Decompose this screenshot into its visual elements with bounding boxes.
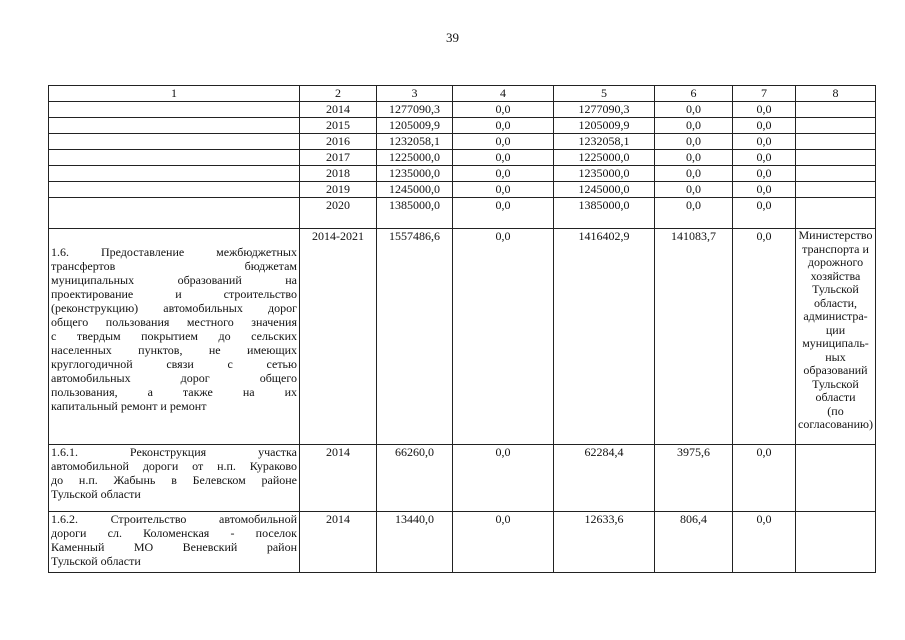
value-cell: 1385000,0 bbox=[554, 198, 655, 229]
item-description bbox=[49, 512, 300, 573]
value-cell: 0,0 bbox=[733, 118, 796, 134]
value-cell: 1235000,0 bbox=[554, 166, 655, 182]
value-cell: 0,0 bbox=[453, 166, 554, 182]
item-cell-empty bbox=[49, 102, 300, 118]
value-cell: 0,0 bbox=[453, 512, 554, 573]
value-cell: 0,0 bbox=[655, 134, 733, 150]
header-cell: 2 bbox=[300, 86, 377, 102]
header-cell: 5 bbox=[554, 86, 655, 102]
value-cell: 0,0 bbox=[655, 150, 733, 166]
value-cell: 0,0 bbox=[655, 118, 733, 134]
responsible-cell-empty bbox=[796, 166, 876, 182]
responsible-line: области bbox=[815, 390, 856, 404]
responsible-cell-empty bbox=[796, 512, 876, 573]
program-table bbox=[48, 85, 876, 573]
year-cell: 2017 bbox=[300, 150, 377, 166]
value-cell: 0,0 bbox=[733, 102, 796, 118]
responsible-line: администра- bbox=[803, 309, 868, 323]
value-cell: 1232058,1 bbox=[554, 134, 655, 150]
table-row bbox=[49, 198, 876, 229]
total-cell: 1232058,1 bbox=[377, 134, 453, 150]
responsible-line: (по bbox=[827, 403, 844, 418]
item-cell-empty bbox=[49, 150, 300, 166]
item-line: с твердым покрытием до сельских bbox=[51, 329, 297, 343]
total-cell: 1385000,0 bbox=[377, 198, 453, 229]
item-line: до н.п. Жабынь в Белевском районе bbox=[51, 473, 297, 487]
value-cell: 0,0 bbox=[733, 198, 796, 229]
value-cell: 806,4 bbox=[655, 512, 733, 573]
year-cell: 2020 bbox=[300, 198, 377, 229]
responsible-line: образований bbox=[803, 363, 868, 377]
total-cell: 1235000,0 bbox=[377, 166, 453, 182]
value-cell: 0,0 bbox=[453, 198, 554, 229]
item-line: 1.6.1. Реконструкция участка bbox=[51, 445, 297, 459]
item-line: общего пользования местного значения bbox=[51, 315, 297, 329]
value-cell: 1245000,0 bbox=[554, 182, 655, 198]
table-row bbox=[49, 134, 876, 150]
header-row bbox=[49, 86, 876, 102]
year-cell: 2015 bbox=[300, 118, 377, 134]
item-line: (реконструкцию) автомобильных дорог bbox=[51, 301, 297, 315]
value-cell: 0,0 bbox=[733, 445, 796, 512]
table-row bbox=[49, 150, 876, 166]
item-cell-empty bbox=[49, 166, 300, 182]
item-line: 1.6.2. Строительство автомобильной bbox=[51, 512, 297, 526]
responsible-line: ции bbox=[825, 322, 846, 337]
value-cell: 0,0 bbox=[453, 118, 554, 134]
responsible-line: дорожного bbox=[807, 255, 864, 269]
item-line: круглогодичной связи с сетью bbox=[51, 357, 297, 371]
value-cell: 0,0 bbox=[655, 182, 733, 198]
responsible-line: хозяйства bbox=[810, 268, 861, 283]
period-cell: 2014-2021 bbox=[300, 229, 377, 445]
total-cell: 1557486,6 bbox=[377, 229, 453, 445]
value-cell: 1225000,0 bbox=[554, 150, 655, 166]
item-cell-empty bbox=[49, 118, 300, 134]
item-line: капитальный ремонт и ремонт bbox=[51, 399, 207, 413]
value-cell: 0,0 bbox=[655, 102, 733, 118]
value-cell: 0,0 bbox=[733, 182, 796, 198]
header-cell: 4 bbox=[453, 86, 554, 102]
header-cell: 8 bbox=[796, 86, 876, 102]
table-row bbox=[49, 118, 876, 134]
responsible-line: согласованию) bbox=[798, 417, 873, 431]
responsible-cell-empty bbox=[796, 134, 876, 150]
value-cell: 0,0 bbox=[733, 512, 796, 573]
item-line: 1.6. Предоставление межбюджетных bbox=[51, 245, 297, 259]
header-cell: 6 bbox=[655, 86, 733, 102]
value-cell: 0,0 bbox=[453, 134, 554, 150]
responsible-line: области, bbox=[813, 295, 858, 310]
item-line: дороги сл. Коломенская - поселок bbox=[51, 526, 297, 540]
responsible-line: Министерство bbox=[798, 228, 873, 242]
header-cell: 3 bbox=[377, 86, 453, 102]
total-cell: 1205009,9 bbox=[377, 118, 453, 134]
value-cell: 1205009,9 bbox=[554, 118, 655, 134]
item-line: Каменный МО Веневский район bbox=[51, 540, 297, 554]
table-row-item-1-6-1 bbox=[49, 445, 876, 512]
item-line: Тульской области bbox=[51, 554, 141, 568]
responsible-line: ных bbox=[825, 349, 846, 364]
year-cell: 2019 bbox=[300, 182, 377, 198]
item-cell-empty bbox=[49, 198, 300, 229]
value-cell: 0,0 bbox=[733, 150, 796, 166]
item-line: автомобильных дорог общего bbox=[51, 371, 297, 385]
item-line: проектирование и строительство bbox=[51, 287, 297, 301]
page-number: 39 bbox=[446, 30, 459, 45]
responsible-line: Тульской bbox=[812, 376, 859, 391]
total-cell: 66260,0 bbox=[377, 445, 453, 512]
year-cell: 2018 bbox=[300, 166, 377, 182]
value-cell: 0,0 bbox=[453, 182, 554, 198]
responsible-line: Тульской bbox=[812, 282, 859, 296]
value-cell: 1277090,3 bbox=[554, 102, 655, 118]
table-row bbox=[49, 182, 876, 198]
value-cell: 62284,4 bbox=[554, 445, 655, 512]
item-cell-empty bbox=[49, 182, 300, 198]
item-description bbox=[49, 229, 300, 445]
responsible-cell-empty bbox=[796, 198, 876, 229]
header-cell: 1 bbox=[49, 86, 300, 102]
item-description bbox=[49, 445, 300, 512]
value-cell: 0,0 bbox=[733, 166, 796, 182]
table-row-item-1-6-2 bbox=[49, 512, 876, 573]
value-cell: 0,0 bbox=[453, 150, 554, 166]
value-cell: 12633,6 bbox=[554, 512, 655, 573]
year-cell: 2016 bbox=[300, 134, 377, 150]
table-row-item-1-6 bbox=[49, 229, 876, 445]
value-cell: 0,0 bbox=[733, 134, 796, 150]
responsible-line: транспорта и bbox=[802, 241, 869, 256]
item-line: Тульской области bbox=[51, 487, 141, 501]
responsible-cell-empty bbox=[796, 118, 876, 134]
total-cell: 1277090,3 bbox=[377, 102, 453, 118]
total-cell: 1225000,0 bbox=[377, 150, 453, 166]
responsible-cell-empty bbox=[796, 445, 876, 512]
year-cell: 2014 bbox=[300, 102, 377, 118]
value-cell: 0,0 bbox=[453, 445, 554, 512]
item-line: муниципальных образований на bbox=[51, 273, 297, 287]
value-cell: 0,0 bbox=[733, 229, 796, 445]
total-cell: 1245000,0 bbox=[377, 182, 453, 198]
item-line: пользования, а также на их bbox=[51, 385, 297, 399]
responsible-cell bbox=[796, 229, 876, 445]
value-cell: 141083,7 bbox=[655, 229, 733, 445]
table-row bbox=[49, 102, 876, 118]
period-cell: 2014 bbox=[300, 512, 377, 573]
total-cell: 13440,0 bbox=[377, 512, 453, 573]
responsible-cell-empty bbox=[796, 150, 876, 166]
period-cell: 2014 bbox=[300, 445, 377, 512]
value-cell: 0,0 bbox=[453, 229, 554, 445]
table-row bbox=[49, 166, 876, 182]
value-cell: 0,0 bbox=[655, 166, 733, 182]
value-cell: 0,0 bbox=[453, 102, 554, 118]
item-line: населенных пунктов, не имеющих bbox=[51, 343, 297, 357]
responsible-cell-empty bbox=[796, 182, 876, 198]
item-cell-empty bbox=[49, 134, 300, 150]
item-line: трансфертов бюджетам bbox=[51, 259, 297, 273]
responsible-cell-empty bbox=[796, 102, 876, 118]
value-cell: 3975,6 bbox=[655, 445, 733, 512]
value-cell: 0,0 bbox=[655, 198, 733, 229]
item-line: автомобильной дороги от н.п. Кураково bbox=[51, 459, 297, 473]
value-cell: 1416402,9 bbox=[554, 229, 655, 445]
header-cell: 7 bbox=[733, 86, 796, 102]
responsible-line: муниципаль- bbox=[802, 336, 869, 350]
